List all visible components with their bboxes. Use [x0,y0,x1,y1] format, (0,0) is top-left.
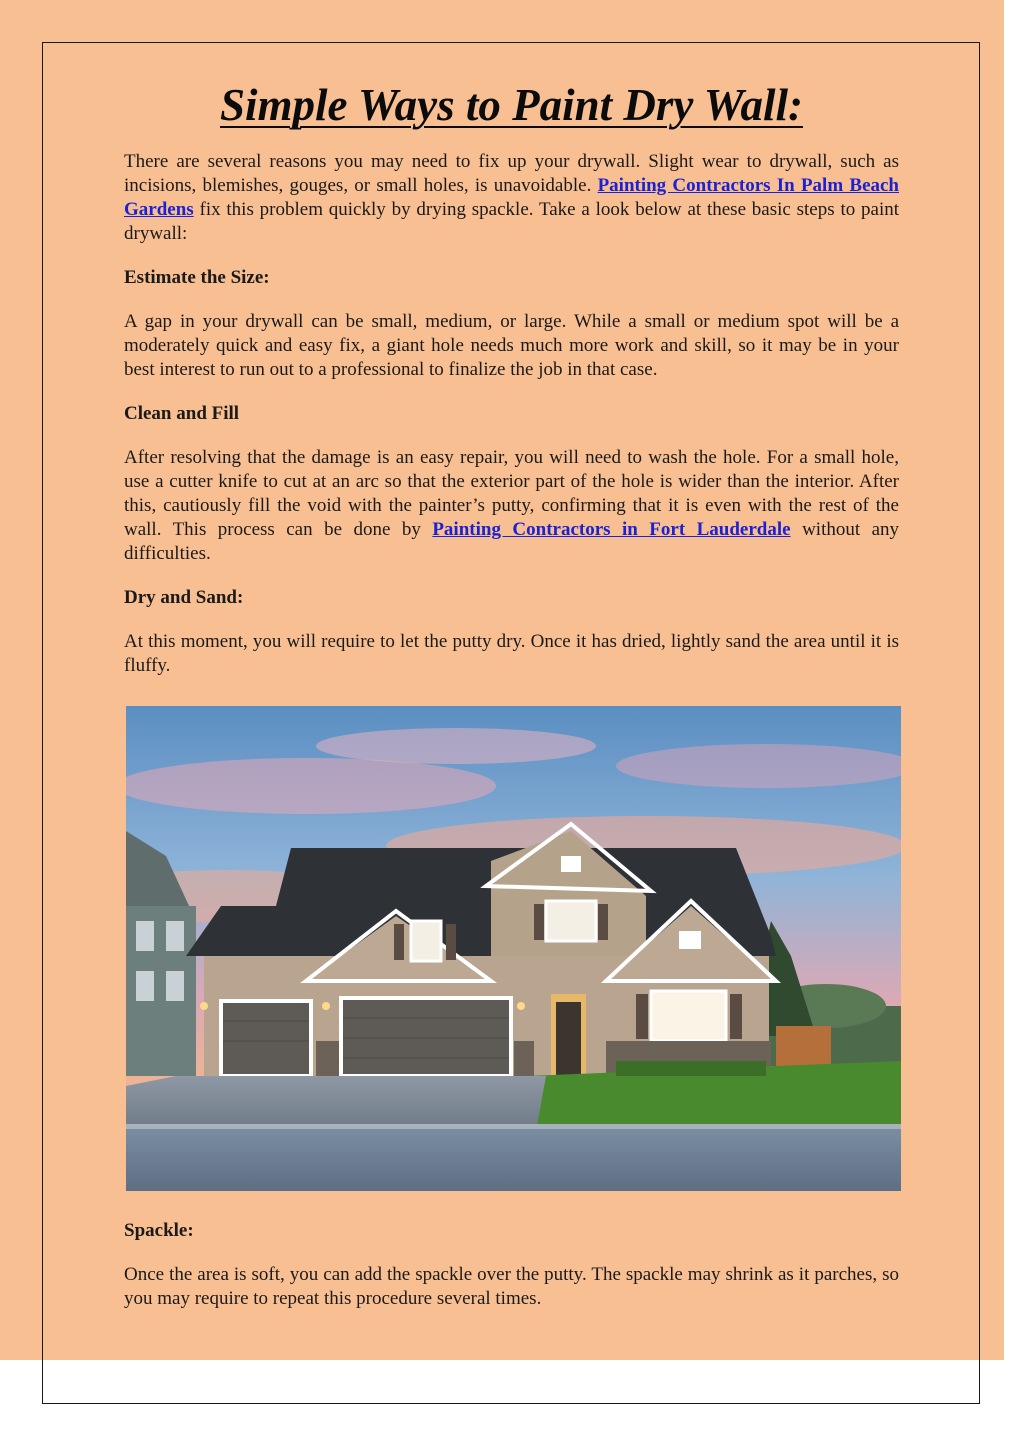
house-photo [126,706,901,1191]
section-body-clean-fill [124,446,899,566]
document-body [124,78,899,1331]
section-heading-clean-fill: Clean and Fill [124,403,240,424]
page-title: Simple Ways to Paint Dry Wall: [220,80,803,130]
intro-text-before: There are several reasons you may need to fix up your drywall. Slight wear to drywall, such as incisions, blemishes, gouges, or small holes, is unavoidable. [124,151,899,196]
intro-paragraph [124,150,899,246]
palm-beach-gardens-link[interactable]: Painting Contractors In Palm Beach Gardens [124,175,899,220]
fort-lauderdale-link[interactable]: Painting Contractors in Fort Lauderdale [432,519,791,540]
section-body-spackle: Once the area is soft, you can add the spackle over the putty. The spackle may shrink as it parches, so you may require to repeat this procedure several times. [124,1264,899,1309]
clean-fill-text-after: without any difficulties. [124,519,900,564]
section-heading-spackle: Spackle: [124,1220,194,1241]
section-heading-estimate: Estimate the Size: [124,267,270,288]
section-heading-dry-sand: Dry and Sand: [124,587,244,608]
clean-fill-text-before: After resolving that the damage is an easy repair, you will need to wash the hole. For a small hole, use a cutter knife to cut at an arc so that the exterior part of the hole is wider than the interior. After this, cautiously fill the void with the painter’s putty, confirming that it is even with the rest of the wall. This process can be done by [124,447,899,540]
section-body-dry-sand: At this moment, you will require to let the putty dry. Once it has dried, lightly sand the area until it is fluffy. [124,631,899,676]
intro-text-after: fix this problem quickly by drying spackle. Take a look below at these basic steps to paint drywall: [124,199,900,244]
section-body-estimate: A gap in your drywall can be small, medium, or large. While a small or medium spot will be a moderately quick and easy fix, a giant hole needs much more work and skill, so it may be in your best interest to run out to a professional to finalize the job in that case. [124,311,899,380]
